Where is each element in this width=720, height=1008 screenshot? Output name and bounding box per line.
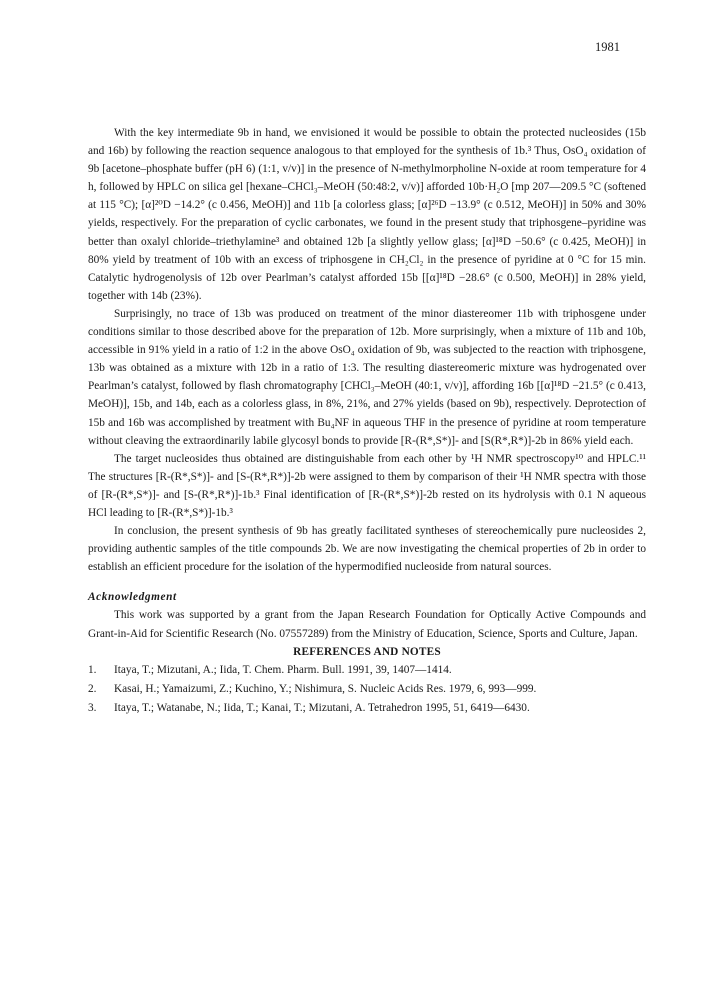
- acknowledgment-text: This work was supported by a grant from the Japan Research Foundation for Optically Active Compounds and Grant-in-Aid for Scientific Research (No. 07557289) from the Ministry of Education, Science, Sports and Culture, Japan.: [88, 609, 646, 640]
- paragraph-1: With the key intermediate 9b in hand, we envisioned it would be possible to obtain the protected nucleosides (15b and 16b) by following the reaction sequence analogous to that employed for the synthesis of 1b.³ Thus, OsO₄ oxidation of 9b [acetone–phosphate buffer (pH 6) (1:1, v/v)] in the presence of N-methylmorpholine N-oxide at room temperature for 4 h, followed by HPLC on silica gel [hexane–CHCl₃–MeOH (50:48:2, v/v)] afforded 10b·H₂O [mp 207—209.5 °C (softened at 115 °C); [α]²⁰D −14.2° (c 0.456, MeOH)] and 11b [a colorless glass; [α]²⁶D −13.9° (c 0.512, MeOH)] in 50% and 30% yields, respectively. For the preparation of cyclic carbonates, we found in the present study that triphosgene–pyridine was better than oxalyl chloride–triethylamine³ and obtained 12b [a slightly yellow glass; [α]¹⁸D −50.6° (c 0.425, MeOH)] in 80% yield by treatment of 10b with an excess of triphosgene in CH₂Cl₂ in the presence of pyridine at 0 °C for 15 min. Catalytic hydrogenolysis of 12b over Pearlman’s catalyst afforded 15b [[α]¹⁸D −28.6° (c 0.500, MeOH)] in 28% yield, together with 14b (23%).: [88, 127, 646, 302]
- reference-item: [88, 680, 646, 698]
- reference-item: [88, 661, 646, 679]
- paragraph-3: The target nucleosides thus obtained are distinguishable from each other by ¹H NMR spectroscopy¹⁰ and HPLC.¹¹ The structures [R-(R*,S*)]- and [S-(R*,R*)]-2b were assigned to them by comparison of their ¹H NMR spectra with those of [R-(R*,S*)]- and [S-(R*,R*)]-1b.³ Final identification of [R-(R*,S*)]-2b rested on its hydrolysis with 0.1 N aqueous HCl leading to [R-(R*,S*)]-1b.³: [88, 452, 646, 519]
- references-heading: REFERENCES AND NOTES: [293, 645, 441, 658]
- acknowledgment-heading: Acknowledgment: [88, 591, 177, 604]
- paragraph-2: Surprisingly, no trace of 13b was produced on treatment of the minor diastereomer 11b with triphosgene under conditions similar to those described above for the preparation of 12b. More surprisingly, when a mixture of 11b and 10b, accessible in 91% yield in a ratio of 1:2 in the above OsO₄ oxidation of 9b, was subjected to the reaction with triphosgene, 13b was obtained as a mixture with 12b in a ratio of 1:3. The resulting diastereomeric mixture was hydrogenated over Pearlman’s catalyst, followed by flash chromatography [CHCl₃–MeOH (40:1, v/v)], affording 16b [[α]¹⁸D −21.5° (c 0.413, MeOH)], 15b, and 14b, each as a colorless glass, in 8%, 21%, and 27% yields (based on 9b), respectively. Deprotection of 15b and 16b was accomplished by treatment with Bu₄NF in aqueous THF in the presence of pyridine at room temperature without cleaving the extraordinarily labile glycosyl bonds to provide [R-(R*,S*)]- and [S(R*,R*)]-2b in 86% yield each.: [88, 307, 646, 447]
- reference-item: [88, 699, 646, 717]
- page-number: 1981: [595, 40, 620, 54]
- reference-number: 2.: [88, 682, 97, 695]
- article-body: [88, 124, 646, 718]
- reference-text: Itaya, T.; Mizutani, A.; Iida, T. Chem. Pharm. Bull. 1991, 39, 1407—1414.: [114, 663, 452, 676]
- reference-text: Itaya, T.; Watanabe, N.; Iida, T.; Kanai, T.; Mizutani, A. Tetrahedron 1995, 51, 6419—6430.: [114, 701, 530, 714]
- reference-number: 1.: [88, 663, 97, 676]
- paragraph-4: In conclusion, the present synthesis of 9b has greatly facilitated syntheses of stereochemically pure nucleosides 2, providing authentic samples of the title compounds 2b. We are now investigating the chemical properties of 2b in order to establish an efficient procedure for the isolation of the hypermodified nucleoside from natural sources.: [88, 525, 646, 574]
- reference-text: Kasai, H.; Yamaizumi, Z.; Kuchino, Y.; Nishimura, S. Nucleic Acids Res. 1979, 6, 993—999.: [114, 682, 537, 695]
- reference-number: 3.: [88, 701, 97, 714]
